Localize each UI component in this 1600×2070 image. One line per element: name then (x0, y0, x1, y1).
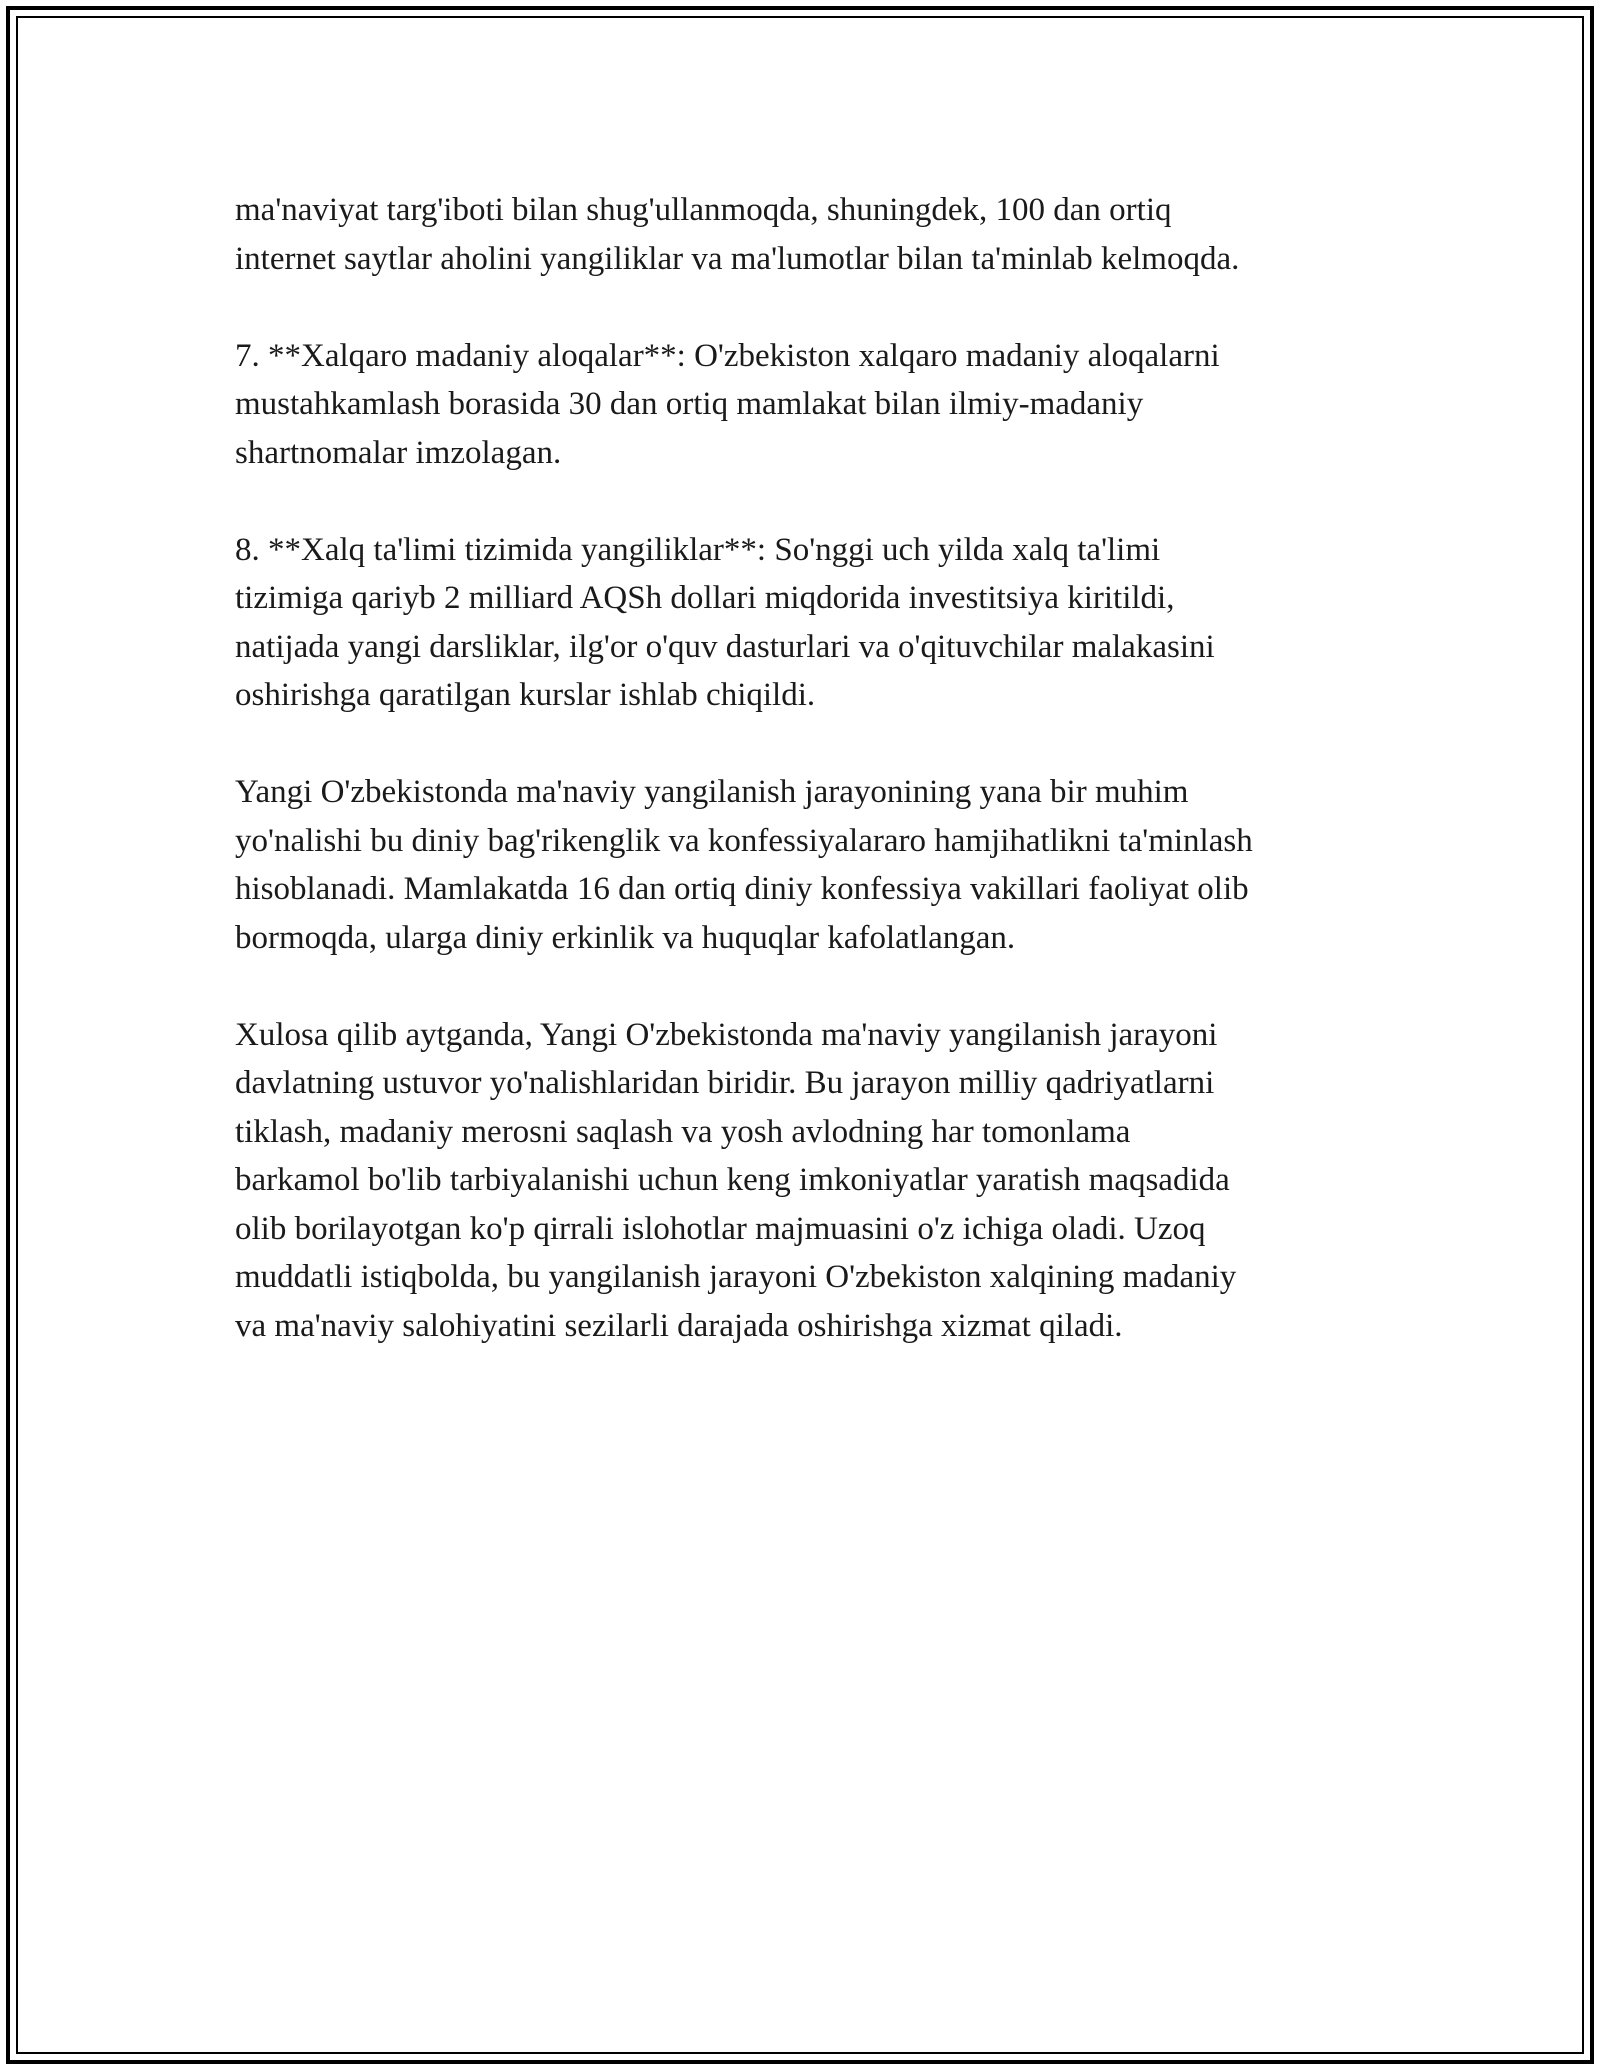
text-line: tizimiga qariyb 2 milliard AQSh dollari miqdorida investitsiya kiritildi, (235, 580, 1175, 616)
text-line: 8. **Xalq ta'limi tizimida yangiliklar**: So'nggi uch yilda xalq ta'limi (235, 531, 1161, 568)
text-line: internet saytlar aholini yangiliklar va ma'lumotlar bilan ta'minlab kelmoqda. (235, 240, 1240, 277)
text-line: davlatning ustuvor yo'nalishlaridan biridir. Bu jarayon milliy qadriyatlarni (235, 1065, 1215, 1101)
text-line: mustahkamlash borasida 30 dan ortiq mamlakat bilan ilmiy-madaniy (235, 386, 1144, 422)
text-line: Xulosa qilib aytganda, Yangi O'zbekistonda ma'naviy yangilanish jarayoni (235, 1016, 1218, 1053)
paragraph-item-8 (235, 526, 1385, 720)
text-line: oshirishga qaratilgan kurslar ishlab chiqildi. (235, 677, 816, 713)
text-line: 7. **Xalqaro madaniy aloqalar**: O'zbekiston xalqaro madaniy aloqalarni (235, 337, 1220, 374)
text-line: barkamol bo'lib tarbiyalanishi uchun keng imkoniyatlar yaratish maqsadida (235, 1162, 1230, 1198)
paragraph-websites (235, 186, 1385, 283)
text-line: hisoblanadi. Mamlakatda 16 dan ortiq diniy konfessiya vakillari faoliyat olib (235, 871, 1249, 907)
text-line: Yangi O'zbekistonda ma'naviy yangilanish jarayonining yana bir muhim (235, 774, 1189, 810)
text-line: va ma'naviy salohiyatini sezilarli darajada oshirishga xizmat qiladi. (235, 1307, 1123, 1344)
document-body (235, 186, 1385, 1399)
text-line: muddatli istiqbolda, bu yangilanish jarayoni O'zbekiston xalqining madaniy (235, 1259, 1237, 1295)
paragraph-item-7 (235, 332, 1385, 478)
paragraph-conclusion (235, 1011, 1385, 1351)
text-line: olib borilayotgan ko'p qirrali islohotlar majmuasini o'z ichiga oladi. Uzoq (235, 1210, 1206, 1247)
paragraph-religious-tolerance (235, 768, 1385, 962)
text-line: bormoqda, ularga diniy erkinlik va huquqlar kafolatlangan. (235, 919, 1016, 956)
text-line: natijada yangi darsliklar, ilg'or o'quv dasturlari va o'qituvchilar malakasini (235, 628, 1215, 665)
text-line: shartnomalar imzolagan. (235, 434, 562, 471)
text-line: yo'nalishi bu diniy bag'rikenglik va konfessiyalararo hamjihatlikni ta'minlash (235, 822, 1253, 859)
text-line: tiklash, madaniy merosni saqlash va yosh avlodning har tomonlama (235, 1113, 1131, 1150)
text-line: ma'naviyat targ'iboti bilan shug'ullanmoqda, shuningdek, 100 dan ortiq (235, 192, 1172, 228)
